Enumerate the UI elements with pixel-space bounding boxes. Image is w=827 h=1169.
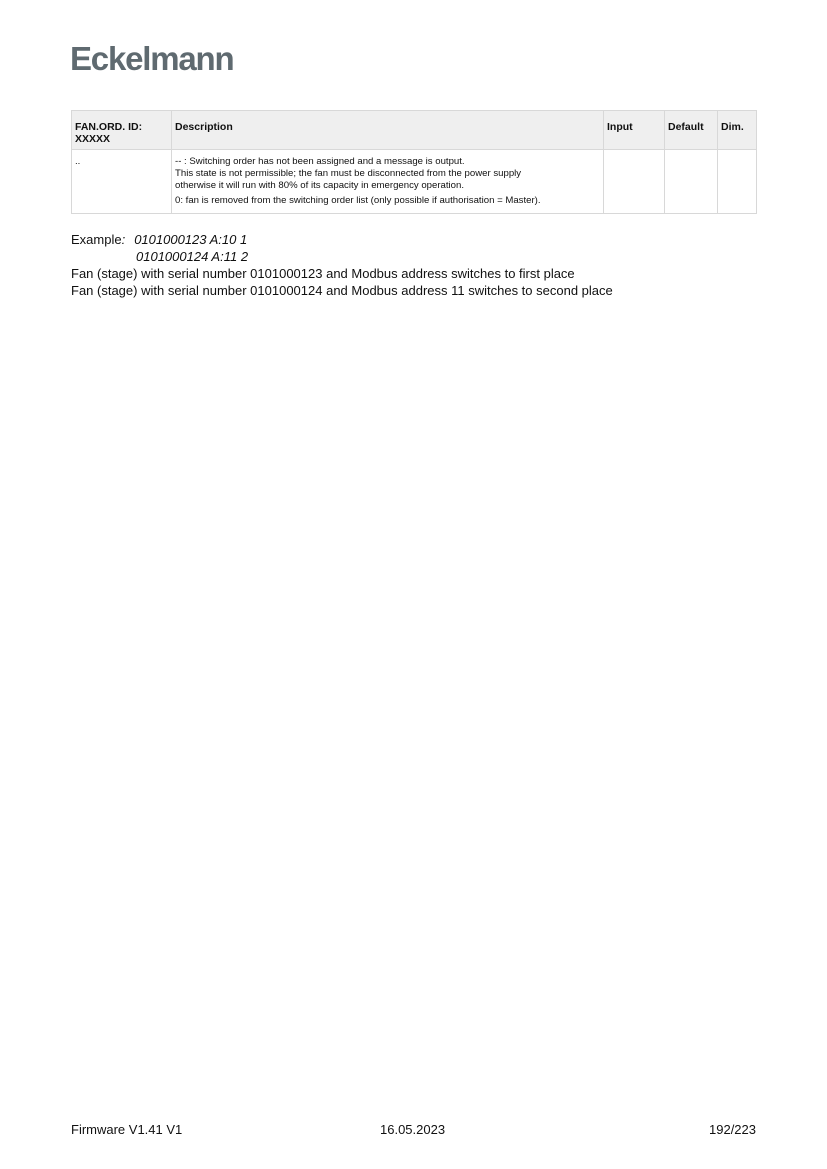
example-code-1: 0101000123 A:10 1 <box>134 232 248 247</box>
description-note: 0: fan is removed from the switching order list (only possible if authorisation = Master). <box>175 195 541 206</box>
table-header-row <box>72 111 757 150</box>
cell-dim <box>718 150 757 214</box>
company-logo: Eckelmann <box>70 40 234 77</box>
example-colon: : <box>121 232 126 247</box>
footer-firmware: Firmware V1.41 V1 <box>71 1122 183 1137</box>
table-row <box>72 150 757 214</box>
header-id-line2: XXXXX <box>75 133 111 145</box>
header-id-line1: FAN.ORD. ID: <box>75 121 143 133</box>
description-line: otherwise it will run with 80% of its capacity in emergency operation. <box>175 180 465 191</box>
cell-input <box>604 150 665 214</box>
example-row-1 <box>71 231 613 248</box>
description-line: This state is not permissible; the fan must be disconnected from the power supply <box>175 168 522 179</box>
cell-default <box>665 150 718 214</box>
cell-id: .. <box>72 150 172 214</box>
description-line: -- : Switching order has not been assigned and a message is output. <box>175 156 465 167</box>
example-row-2 <box>71 248 613 265</box>
example-explanation-1: Fan (stage) with serial number 0101000123 and Modbus address switches to first place <box>71 266 575 281</box>
cell-description <box>172 150 604 214</box>
example-explanation-2: Fan (stage) with serial number 0101000124 and Modbus address 11 switches to second place <box>71 283 613 298</box>
header-input: Input <box>604 111 665 150</box>
header-dim: Dim. <box>718 111 757 150</box>
footer-page-number: 192/223 <box>709 1122 756 1137</box>
parameter-table <box>71 110 757 214</box>
example-code-2: 0101000124 A:11 2 <box>136 249 249 264</box>
example-label: Example <box>71 232 122 247</box>
header-default: Default <box>665 111 718 150</box>
header-id <box>72 111 172 150</box>
example-block <box>71 231 613 299</box>
footer-date: 16.05.2023 <box>380 1122 446 1137</box>
header-description: Description <box>172 111 604 150</box>
